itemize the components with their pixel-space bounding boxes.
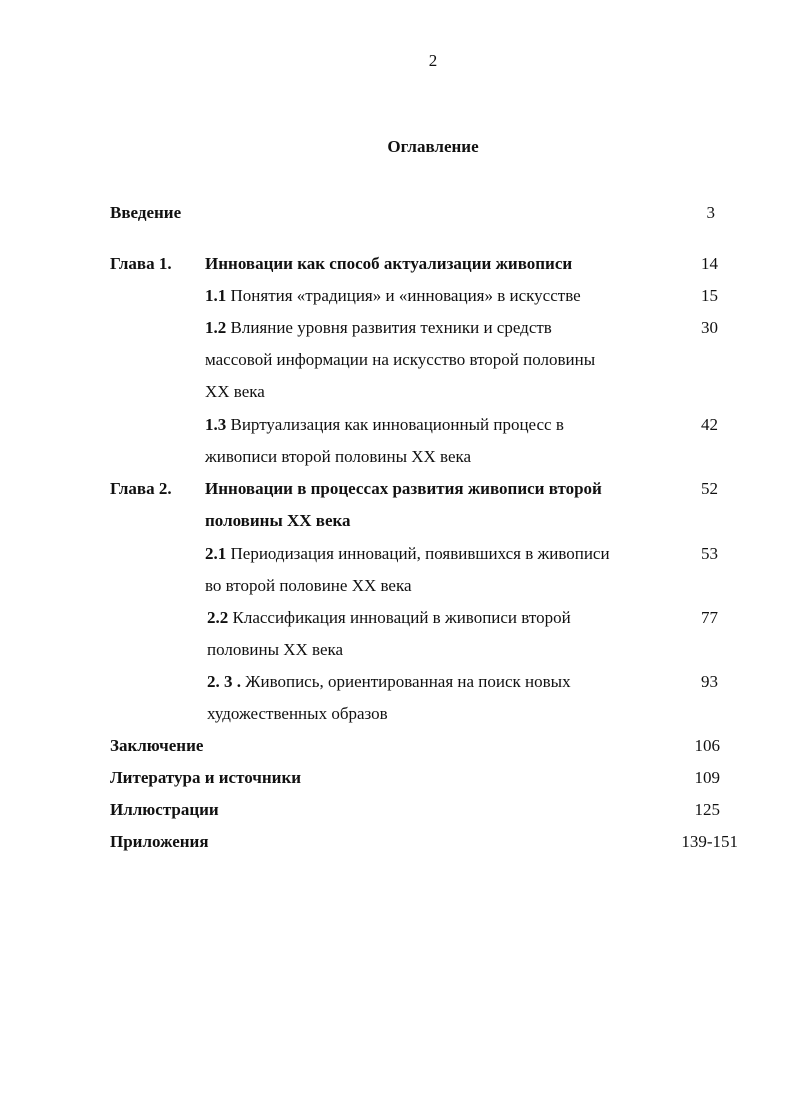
chapter-2-title-cont: половины XX века (205, 511, 351, 530)
section-title: Классификация инноваций в живописи второй (232, 608, 571, 627)
illustrations-page: 125 (694, 800, 720, 819)
literature-page: 109 (694, 768, 720, 787)
section-title: Живопись, ориентированная на поиск новых (245, 672, 571, 691)
section-page: 30 (701, 318, 718, 337)
chapter-2-label: Глава 2. (110, 479, 172, 498)
page-number: 2 (428, 51, 438, 70)
section-number: 1.3 (205, 415, 227, 434)
section-number: 2.1 (205, 544, 227, 563)
section-page: 77 (701, 608, 718, 627)
section-title-cont: половины XX века (207, 640, 344, 659)
section-line (205, 317, 552, 339)
section-number: 1.1 (205, 286, 227, 305)
illustrations-label: Иллюстрации (110, 800, 219, 819)
section-title: Периодизация инноваций, появившихся в живописи (230, 544, 610, 563)
chapter-2-title: Инновации в процессах развития живописи второй (205, 479, 602, 498)
literature-label: Литература и источники (110, 768, 302, 787)
section-title-cont: живописи второй половины XX века (205, 447, 472, 466)
section-number: 2.2 (207, 608, 229, 627)
section-title-cont: во второй половине XX века (205, 576, 412, 595)
section-title: Влияние уровня развития техники и средств (230, 318, 552, 337)
chapter-1-page: 14 (701, 254, 718, 273)
section-line (205, 285, 581, 307)
section-title-cont: XX века (205, 382, 265, 401)
intro-label: Введение (110, 203, 182, 222)
section-number: 1.2 (205, 318, 227, 337)
section-number: 2. 3 . (207, 672, 241, 691)
toc-title: Оглавление (387, 137, 479, 156)
intro-page: 3 (706, 203, 715, 222)
section-page: 53 (701, 544, 718, 563)
section-title: Понятия «традиция» и «инновация» в искусстве (230, 286, 581, 305)
section-page: 42 (701, 415, 718, 434)
conclusion-label: Заключение (110, 736, 204, 755)
section-page: 15 (701, 286, 718, 305)
appendices-page: 139-151 (681, 832, 738, 851)
chapter-2-page: 52 (701, 479, 718, 498)
section-line (207, 671, 571, 693)
section-line (207, 607, 571, 629)
conclusion-page: 106 (694, 736, 720, 755)
section-title: Виртуализация как инновационный процесс в (230, 415, 564, 434)
section-title-cont: массовой информации на искусство второй половины (205, 350, 596, 369)
chapter-1-label: Глава 1. (110, 254, 172, 273)
section-line (205, 543, 610, 565)
section-line (205, 414, 564, 436)
chapter-1-title: Инновации как способ актуализации живописи (205, 254, 573, 273)
appendices-label: Приложения (110, 832, 209, 851)
section-title-cont: художественных образов (207, 704, 388, 723)
section-page: 93 (701, 672, 718, 691)
